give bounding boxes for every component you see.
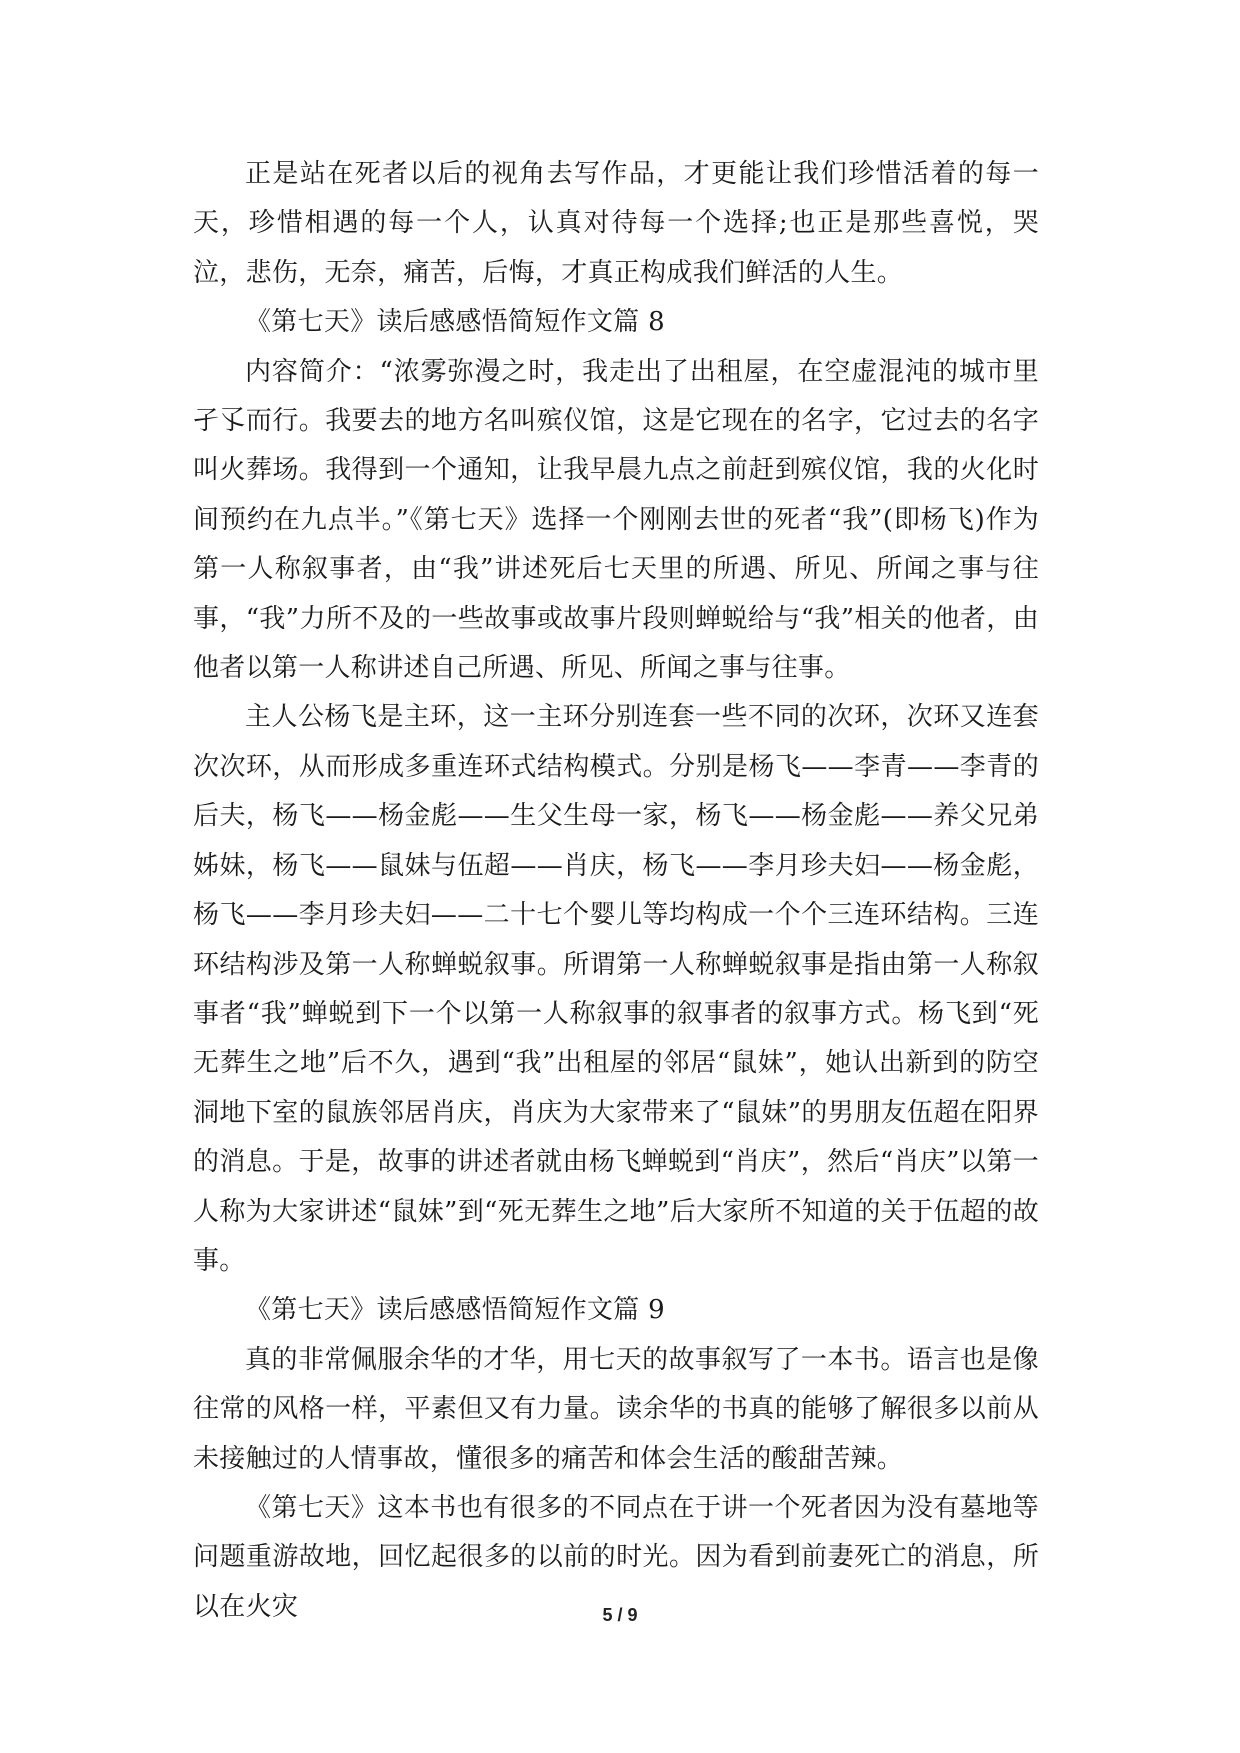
paragraph-1: 正是站在死者以后的视角去写作品，才更能让我们珍惜活着的每一天，珍惜相遇的每一个人，认真对待每一个选择;也正是那些喜悦，哭泣，悲伤，无奈，痛苦，后悔，才真正构成我们鲜活的人生。 — [193, 159, 1039, 288]
section-heading-9: 《第七天》读后感感悟简短作文篇 9 — [245, 1295, 665, 1326]
document-body — [193, 150, 1039, 1632]
paragraph-structure: 主人公杨飞是主环，这一主环分别连套一些不同的次环，次环又连套次次环，从而形成多重连环式结构模式。分别是杨飞——李青——李青的后夫，杨飞——杨金彪——生父生母一家，杨飞——杨金彪——养父兄弟姊妹，杨飞——鼠妹与伍超——肖庆，杨飞——李月珍夫妇——杨金彪，杨飞——李月珍夫妇——二十七个婴儿等均构成一个个三连环结构。三连环结构涉及第一人称蝉蜕叙事。所谓第一人称蝉蜕叙事是指由第一人称叙事者“我”蝉蜕到下一个以第一人称叙事的叙事者的叙事方式。杨飞到“死无葬生之地”后不久，遇到“我”出租屋的邻居“鼠妹”，她认出新到的防空洞地下室的鼠族邻居肖庆，肖庆为大家带来了“鼠妹”的男朋友伍超在阳界的消息。于是，故事的讲述者就由杨飞蝉蜕到“肖庆”，然后“肖庆”以第一人称为大家讲述“鼠妹”到“死无葬生之地”后大家所不知道的关于伍超的故事。 — [193, 702, 1039, 1276]
paragraph-difference: 《第七天》这本书也有很多的不同点在于讲一个死者因为没有墓地等问题重游故地，回忆起很多的以前的时光。因为看到前妻死亡的消息，所以在火灾 — [193, 1492, 1039, 1622]
paragraph-summary: 内容简介：“浓雾弥漫之时，我走出了出租屋，在空虚混沌的城市里孑孓而行。我要去的地方名叫殡仪馆，这是它现在的名字，它过去的名字叫火葬场。我得到一个通知，让我早晨九点之前赶到殡仪馆，我的火化时间预约在九点半。”《第七天》选择一个刚刚去世的死者“我”(即杨飞)作为第一人称叙事者，由“我”讲述死后七天里的所遇、所见、所闻之事与往事，“我”力所不及的一些故事或故事片段则蝉蜕给与“我”相关的他者，由他者以第一人称讲述自己所遇、所见、所闻之事与往事。 — [193, 356, 1039, 684]
section-heading-8: 《第七天》读后感感悟简短作文篇 8 — [245, 307, 665, 338]
page-number: 5 / 9 — [602, 1605, 638, 1625]
paragraph-admiration: 真的非常佩服余华的才华，用七天的故事叙写了一本书。语言也是像往常的风格一样，平素但又有力量。读余华的书真的能够了解很多以前从未接触过的人情事故，懂很多的痛苦和体会生活的酸甜苦辣。 — [193, 1344, 1039, 1474]
